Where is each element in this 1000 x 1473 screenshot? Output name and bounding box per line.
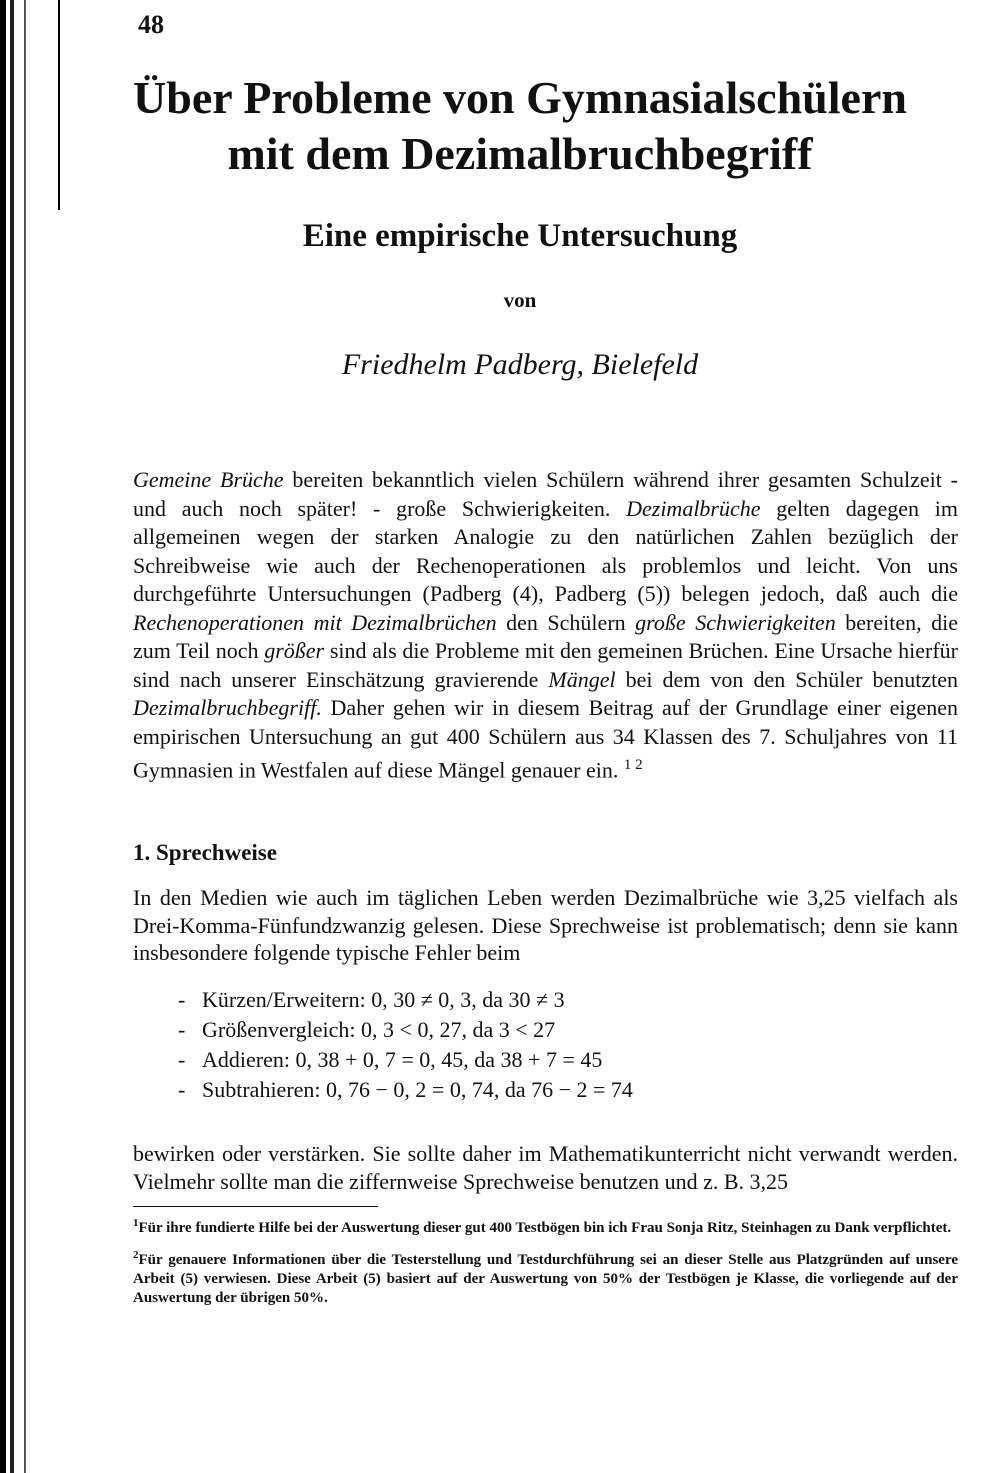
footnotes xyxy=(133,1214,958,1316)
abstract-text-14: Daher gehen wir in diesem Beitrag auf der Grundlage einer eigenen empirischen Untersuchung an gut 400 Schülern aus 34 Klassen des 7. Schuljahres von 11 Gymnasien in Westfalen auf diese Mängel genauer ein. xyxy=(133,695,958,783)
abstract-text-6: den Schülern xyxy=(496,609,636,635)
list-item: - Kürzen/Erweitern: 0, 30 ≠ 0, 3, da 30 ≠ 3 xyxy=(178,985,633,1015)
list-item: - Subtrahieren: 0, 76 − 0, 2 = 0, 74, da 76 − 2 = 74 xyxy=(178,1075,633,1105)
section-paragraph-2: bewirken oder verstärken. Sie sollte daher im Mathematikunterricht nicht verwandt werden. Vielmehr sollte man die ziffernweise Sprechweise benutzen und z. B. 3,25 xyxy=(133,1141,958,1194)
footnote-mark: 1 xyxy=(133,1217,139,1229)
abstract-em-7: große Schwierigkeiten xyxy=(635,609,836,635)
abstract-em-9: größer xyxy=(264,638,325,663)
abstract-em-1: Gemeine Brüche xyxy=(133,467,284,492)
section-paragraph-1: In den Medien wie auch im täglichen Leben werden Dezimalbrüche wie 3,25 vielfach als Drei-Komma-Fünfundzwanzig gelesen. Diese Sprechweise ist problematisch; denn sie kann insbesondere folgende typische Fehler beim xyxy=(133,885,958,965)
abstract-em-11: Mängel xyxy=(548,666,616,692)
abstract-text-2: bereiten bekanntlich vielen Schülern während ihrer gesamten Schulzeit - und auch noch später! - große Schwierigkeiten. xyxy=(133,467,958,521)
article-title xyxy=(100,70,940,182)
abstract-em-5: Rechenoperationen mit Dezimalbrüchen xyxy=(133,609,497,635)
abstract-text-4: gelten dagegen im allgemeinen wegen der starken Analogie zu den natürlichen Zahlen bezüglich der Schreibweise wie auch der Rechenoperationen als problemlos und leicht. Von uns durchgeführte Untersuchungen (Padberg (4), Padberg (5)) belegen jedoch, daß auch die xyxy=(133,495,958,606)
title-line-2: mit dem Dezimalbruchbegriff xyxy=(227,128,813,179)
scan-margin-line xyxy=(58,0,60,210)
footnote-1 xyxy=(133,1214,958,1238)
footnote-2 xyxy=(133,1246,958,1308)
author-name: Friedhelm Padberg, Bielefeld xyxy=(341,348,699,381)
abstract-em-3: Dezimalbrüche xyxy=(626,495,761,521)
footnote-text: Für ihre fundierte Hilfe bei der Auswertung dieser gut 400 Testbögen bin ich Frau Sonja Ritz, Steinhagen zu Dank verpflichtet. xyxy=(138,1220,952,1236)
list-item: - Größenvergleich: 0, 3 < 0, 27, da 3 < 27 xyxy=(178,1015,633,1045)
abstract-text-8: bereiten, die zum Teil noch xyxy=(133,609,958,663)
footnote-separator xyxy=(133,1206,378,1207)
abstract-em-13: Dezimalbruchbegriff. xyxy=(133,695,322,720)
footnote-mark: 2 xyxy=(133,1249,139,1261)
byline-von: von xyxy=(503,288,537,312)
section-heading: 1. Sprechweise xyxy=(133,840,277,865)
abstract-text-12: bei dem von den Schüler benutzten xyxy=(615,666,958,692)
article-subtitle: Eine empirische Untersuchung xyxy=(302,218,738,254)
list-item: - Addieren: 0, 38 + 0, 7 = 0, 45, da 38 + 7 = 45 xyxy=(178,1045,633,1075)
footnote-references: 1 2 xyxy=(623,757,643,773)
page-number: 48 xyxy=(138,10,164,39)
abstract-text-10: sind als die Probleme mit den gemeinen Brüchen. Eine Ursache hierfür sind nach unserer Einschätzung gravierende xyxy=(133,638,958,692)
scan-binding-edge xyxy=(0,0,34,1473)
footnote-text: Für genauere Informationen über die Testerstellung und Testdurchführung sei an dieser Stelle aus Platzgründen auf unsere Arbeit (5) verwiesen. Diese Arbeit (5) basiert auf der Auswertung von 50% der Testbögen je Klasse, die vorliegende auf der Auswertung der übrigen 50%. xyxy=(133,1252,958,1306)
title-line-1: Über Probleme von Gymnasialschülern xyxy=(133,72,907,123)
error-list xyxy=(178,985,633,1105)
abstract-paragraph xyxy=(133,466,958,785)
